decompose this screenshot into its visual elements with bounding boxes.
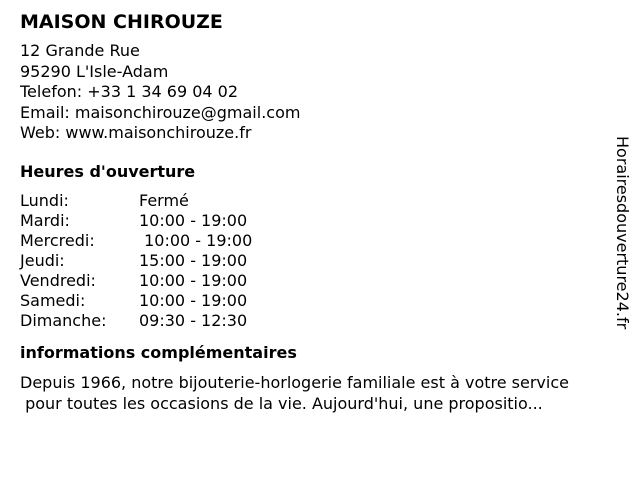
hours-row-tuesday [20, 211, 610, 231]
business-name: MAISON CHIROUZE [20, 11, 223, 33]
hours-day: Jeudi: [20, 250, 65, 270]
hours-row-wednesday [20, 231, 610, 251]
hours-time: 15:00 - 19:00 [139, 250, 248, 270]
hours-day: Vendredi: [20, 270, 96, 290]
hours-day: Lundi: [20, 190, 69, 210]
hours-row-friday [20, 271, 610, 291]
hours-row-sunday [20, 311, 610, 331]
email-address: Email: maisonchirouze@gmail.com [20, 102, 301, 122]
hours-time: 10:00 - 19:00 [139, 210, 248, 230]
website: Web: www.maisonchirouze.fr [20, 123, 252, 142]
hours-day: Mercredi: [20, 230, 95, 250]
address-street: 12 Grande Rue [20, 41, 140, 60]
hours-row-monday [20, 191, 610, 211]
hours-table [20, 191, 610, 331]
hours-row-thursday [20, 251, 610, 271]
description-line-2: pour toutes les occasions de la vie. Aujourd'hui, une propositio... [20, 393, 543, 413]
hours-time: 10:00 - 19:00 [139, 230, 253, 250]
address-city: 95290 L'Isle-Adam [20, 61, 169, 81]
info-heading: informations complémentaires [20, 342, 297, 362]
hours-time: 10:00 - 19:00 [139, 290, 248, 310]
hours-day: Mardi: [20, 210, 70, 230]
hours-time: Fermé [139, 190, 189, 210]
description-line-1: Depuis 1966, notre bijouterie-horlogerie familiale est à votre service [20, 372, 569, 392]
hours-time: 10:00 - 19:00 [139, 270, 248, 290]
business-card [20, 9, 610, 414]
hours-heading: Heures d'ouverture [20, 161, 196, 181]
hours-row-saturday [20, 291, 610, 311]
hours-day: Samedi: [20, 290, 86, 310]
hours-day: Dimanche: [20, 310, 107, 330]
hours-time: 09:30 - 12:30 [139, 310, 248, 330]
site-watermark: Horairesdouverture24.fr [613, 136, 632, 330]
phone-number: Telefon: +33 1 34 69 04 02 [20, 82, 239, 101]
